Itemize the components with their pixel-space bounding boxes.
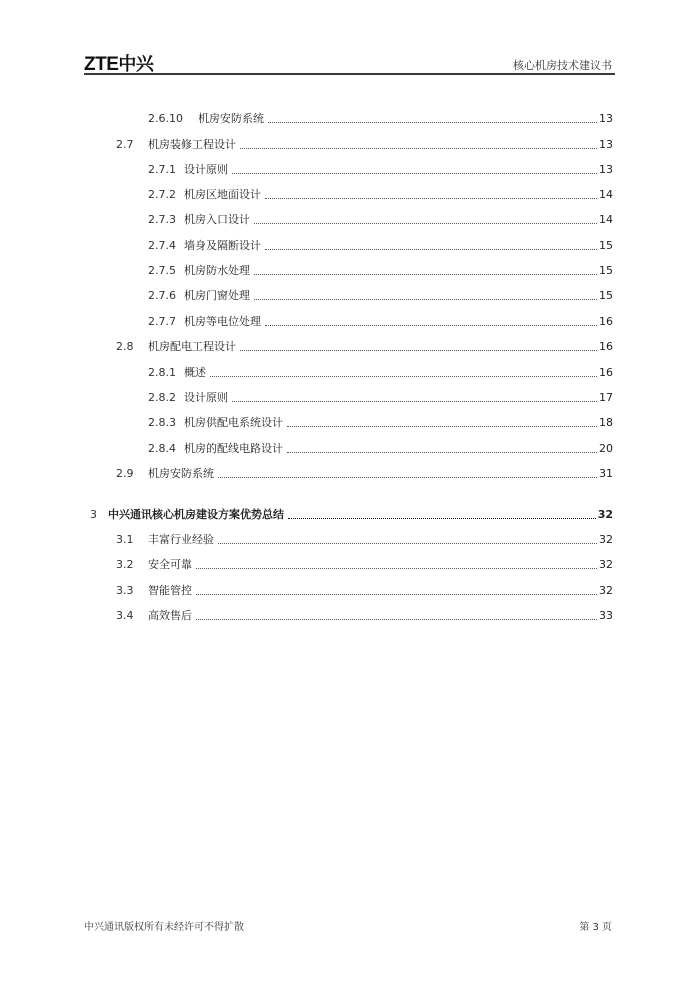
- toc-title: 机房供配电系统设计: [184, 416, 283, 429]
- toc-number: 3: [90, 508, 97, 521]
- toc-title: 安全可靠: [148, 558, 192, 571]
- toc-number: 2.7.3: [148, 213, 176, 226]
- toc-page: 32: [599, 584, 613, 597]
- toc-entry[interactable]: [116, 340, 613, 354]
- toc-title: 概述: [184, 366, 206, 379]
- toc-leader: [265, 249, 597, 250]
- toc-leader: [196, 568, 597, 569]
- toc-entry[interactable]: [148, 391, 613, 405]
- toc-leader: [232, 173, 597, 174]
- toc-number: 2.8.4: [148, 442, 176, 455]
- toc-number: 2.8.3: [148, 416, 176, 429]
- toc-entry[interactable]: [116, 584, 613, 598]
- toc-leader: [232, 401, 597, 402]
- toc-entry[interactable]: [148, 289, 613, 303]
- page-number: 第 3 页: [579, 922, 612, 933]
- toc-page: 31: [599, 467, 613, 480]
- toc-page: 16: [599, 315, 613, 328]
- toc-leader: [240, 148, 597, 149]
- toc-page: 13: [599, 138, 613, 151]
- toc-entry[interactable]: [116, 558, 613, 572]
- toc-leader: [196, 594, 597, 595]
- toc-title: 机房等电位处理: [184, 315, 261, 328]
- toc-title: 丰富行业经验: [148, 533, 214, 546]
- toc-leader: [196, 619, 597, 620]
- toc-page: 17: [599, 391, 613, 404]
- toc-entry[interactable]: [148, 239, 613, 253]
- toc-leader: [287, 426, 597, 427]
- toc-title: 机房入口设计: [184, 213, 250, 226]
- toc-page: 18: [599, 416, 613, 429]
- toc-page: 16: [599, 366, 613, 379]
- toc-entry[interactable]: [148, 112, 613, 126]
- toc-page: 33: [599, 609, 613, 622]
- toc-number: 3.4: [116, 609, 134, 622]
- header-divider: [84, 73, 615, 75]
- toc-entry[interactable]: [148, 188, 613, 202]
- toc-title: 设计原则: [184, 163, 228, 176]
- logo-cn: 中兴: [118, 54, 154, 75]
- toc-entry[interactable]: [116, 138, 613, 152]
- toc-leader: [265, 198, 597, 199]
- toc-page: 15: [599, 239, 613, 252]
- document-title: 核心机房技术建议书: [513, 59, 612, 72]
- toc-leader: [287, 452, 597, 453]
- toc-leader: [218, 543, 597, 544]
- toc-leader: [268, 122, 597, 123]
- toc-entry[interactable]: [116, 467, 613, 481]
- toc-page: 15: [599, 264, 613, 277]
- toc-number: 3.2: [116, 558, 134, 571]
- toc-page: 20: [599, 442, 613, 455]
- toc-leader: [265, 325, 597, 326]
- toc-entry[interactable]: [116, 533, 613, 547]
- toc-entry[interactable]: [148, 264, 613, 278]
- toc-page: 14: [599, 213, 613, 226]
- toc-title: 机房配电工程设计: [148, 340, 236, 353]
- toc-page: 32: [597, 508, 613, 521]
- toc-number: 2.7.4: [148, 239, 176, 252]
- toc-page: 32: [599, 558, 613, 571]
- toc-number: 3.3: [116, 584, 134, 597]
- toc-title: 机房安防系统: [148, 467, 214, 480]
- toc-number: 2.6.10: [148, 112, 183, 125]
- toc-number: 2.8: [116, 340, 134, 353]
- toc-title: 智能管控: [148, 584, 192, 597]
- toc-number: 2.8.2: [148, 391, 176, 404]
- toc-number: 2.8.1: [148, 366, 176, 379]
- toc-number: 2.7.5: [148, 264, 176, 277]
- logo-latin: ZTE: [84, 54, 119, 75]
- toc-leader: [210, 376, 597, 377]
- toc-title: 机房装修工程设计: [148, 138, 236, 151]
- toc-title: 设计原则: [184, 391, 228, 404]
- toc-title: 机房门窗处理: [184, 289, 250, 302]
- toc-page: 13: [599, 163, 613, 176]
- toc-number: 2.7.6: [148, 289, 176, 302]
- toc-number: 2.9: [116, 467, 134, 480]
- toc-page: 14: [599, 188, 613, 201]
- toc-page: 16: [599, 340, 613, 353]
- toc-number: 2.7.1: [148, 163, 176, 176]
- toc-title: 机房的配线电路设计: [184, 442, 283, 455]
- toc-entry[interactable]: [148, 163, 613, 177]
- toc-number: 2.7.7: [148, 315, 176, 328]
- toc-chapter-entry[interactable]: [90, 508, 613, 522]
- toc-leader: [288, 518, 596, 519]
- copyright-notice: 中兴通讯版权所有未经许可不得扩散: [84, 922, 244, 933]
- toc-title: 高效售后: [148, 609, 192, 622]
- toc-title: 机房区地面设计: [184, 188, 261, 201]
- toc-entry[interactable]: [116, 609, 613, 623]
- toc-page: 32: [599, 533, 613, 546]
- toc-number: 2.7: [116, 138, 134, 151]
- toc-page: 15: [599, 289, 613, 302]
- toc-entry[interactable]: [148, 366, 613, 380]
- toc-leader: [240, 350, 597, 351]
- toc-entry[interactable]: [148, 442, 613, 456]
- toc-title: 机房安防系统: [198, 112, 264, 125]
- toc-entry[interactable]: [148, 416, 613, 430]
- toc-leader: [254, 299, 597, 300]
- toc-title: 机房防水处理: [184, 264, 250, 277]
- toc-page: 13: [599, 112, 613, 125]
- toc-number: 3.1: [116, 533, 134, 546]
- toc-entry[interactable]: [148, 213, 613, 227]
- toc-leader: [254, 274, 597, 275]
- toc-title: 中兴通讯核心机房建设方案优势总结: [108, 508, 284, 521]
- toc-number: 2.7.2: [148, 188, 176, 201]
- toc-entry[interactable]: [148, 315, 613, 329]
- toc-leader: [254, 223, 597, 224]
- toc-title: 墙身及隔断设计: [184, 239, 261, 252]
- toc-leader: [218, 477, 597, 478]
